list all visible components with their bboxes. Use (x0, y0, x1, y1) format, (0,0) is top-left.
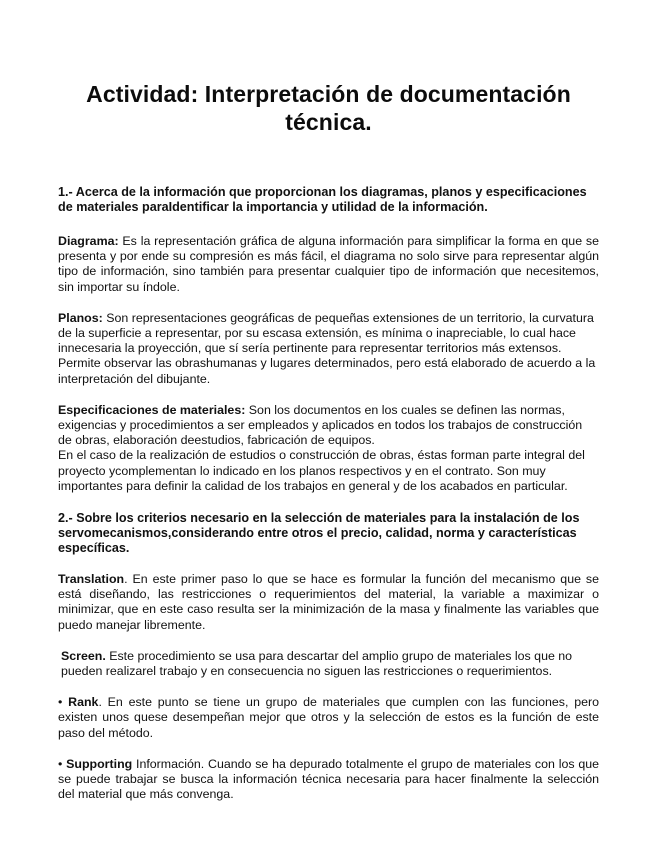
document-page (58, 80, 599, 802)
text-planos: Son representaciones geográficas de pequeñas extensiones de un territorio, la curvatura de la superficie a representar, por su escasa extensión, es mínima o inapreciable, lo cual hace innecesaria la proyección, que sí sería pertinente para representar territorios más extensos. Permite observar las obrashumanas y lugares determinados, pero está elaborado de acuerdo a la interpretación del dibujante. (58, 310, 596, 386)
paragraph-especificaciones-continued: En el caso de la realización de estudios o construcción de obras, éstas forman parte integral del proyecto ycomplementan lo indicado en los planos respectivos y en el contrato. Son muy importantes para definir la calidad de los trabajos en general y de los acabados en particular. (58, 448, 585, 493)
text-translation: . En este primer paso lo que se hace es formular la función del mecanismo que se está diseñando, las restricciones o requerimientos del material, la variable a maximizar o minimizar, que en este caso resulta ser la minimización de la masa y finalmente las variables que puedo manejar libremente. (58, 572, 599, 632)
text-especificaciones: Son los documentos en los cuales se definen las normas, exigencias y procedimientos a ser empleados y aplicados en todos los trabajos de construcción de obras, elaboración deestudios, fabricación de equipos. (58, 402, 583, 448)
bullet-supporting: • (58, 756, 67, 771)
section-1-heading: 1.- Acerca de la información que proporcionan los diagramas, planos y especificaciones de materiales paraIdentificar la importancia y utilidad de la información. (58, 185, 587, 214)
paragraph-planos (58, 311, 599, 387)
term-diagrama: Diagrama: (58, 234, 119, 248)
term-translation: Translation (58, 572, 125, 587)
term-planos: Planos: (58, 310, 103, 325)
paragraph-diagrama (58, 234, 599, 295)
text-rank: . En este punto se tiene un grupo de materiales que cumplen con las funciones, pero existen unos quese desempeñan mejor que otros y la selección de estos es la función de este paso del método. (58, 695, 600, 740)
paragraph-rank (58, 695, 599, 741)
bullet-rank: • (58, 695, 69, 710)
term-rank: Rank (68, 695, 99, 710)
term-supporting: Supporting (66, 756, 133, 771)
text-screen: Este procedimiento se usa para descartar del amplio grupo de materiales los que no pueden realizarel trabajo y en consecuencia no siguen las restricciones o requerimientos. (61, 648, 573, 679)
paragraph-screen (58, 649, 599, 679)
page-title: Actividad: Interpretación de documentación técnica. (86, 81, 571, 135)
paragraph-especificaciones (58, 403, 599, 449)
text-diagrama: Es la representación gráfica de alguna información para simplificar la forma en que se presenta y por ende su compresión es más fácil, el diagrama no solo sirve para representar algún tipo de información, sino también para presentar cualquier tipo de información que necesitemos, sin importar su índole. (58, 234, 599, 294)
text-supporting: Información. Cuando se ha depurado totalmente el grupo de materiales con los que se puede trabajar se busca la información técnica necesaria para hacer finalmente la selección del material que más convenga. (58, 756, 600, 802)
paragraph-translation (58, 572, 599, 633)
term-screen: Screen. (61, 648, 106, 663)
term-especificaciones: Especificaciones de materiales: (58, 402, 246, 417)
section-2-heading: 2.- Sobre los criterios necesario en la selección de materiales para la instalación de los servomecanismos,considerando entre otros el precio, calidad, norma y características específicas. (58, 511, 580, 556)
paragraph-supporting (58, 757, 599, 803)
